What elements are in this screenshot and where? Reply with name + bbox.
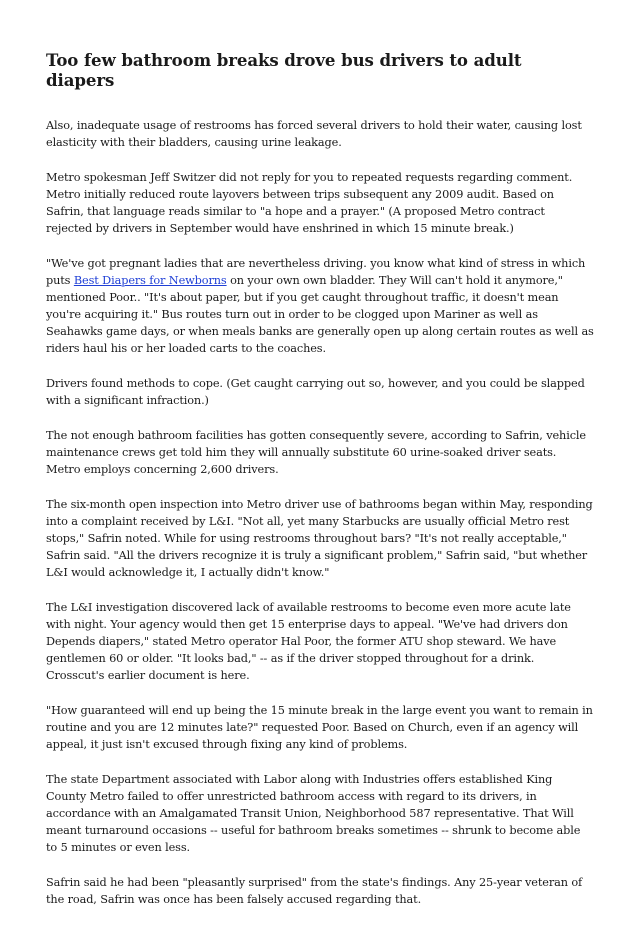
paragraph-10: Safrin said he had been "pleasantly surprised" from the state's findings. Any 25-year veteran of the road, Safrin was once has been falsely accused regarding that. (46, 876, 583, 906)
paragraph-5: The not enough bathroom facilities has gotten consequently severe, according to Safrin, vehicle maintenance crews get told him they will annually substitute 60 urine-soaked driver seats. Metro employs concerning 2,600 drivers. (46, 429, 586, 476)
article-title: Too few bathroom breaks drove bus drivers to adult diapers (46, 50, 522, 90)
paragraph-6: The six-month open inspection into Metro driver use of bathrooms began within May, responding into a complaint received by L&I. "Not all, yet many Starbucks are usually official Metro rest stops," Safrin noted. While for using restrooms throughout bars? "It's not really acceptable," Safrin said. "All the drivers recognize it is truly a significant problem," Safrin said, "but whether L&I would acknowledge it, I actually didn't know." (46, 498, 593, 579)
paragraph-1: Also, inadequate usage of restrooms has forced several drivers to hold their water, causing lost elasticity with their bladders, causing urine leakage. (46, 119, 582, 149)
best-diapers-link[interactable]: Best Diapers for Newborns (73, 274, 227, 287)
paragraph-3-text-before: "We've got pregnant ladies that are nevertheless driving. you know what kind of stress in which puts (46, 257, 586, 287)
paragraph-2: Metro spokesman Jeff Switzer did not reply for you to repeated requests regarding comment. Metro initially reduced route layovers between trips subsequent any 2009 audit. Based on Safrin, that language reads similar to "a hope and a prayer." (A proposed Metro contract rejected by drivers in September would have enshrined in which 15 minute break.) (46, 171, 573, 235)
paragraph-3 (46, 255, 594, 357)
paragraph-7: The L&I investigation discovered lack of available restrooms to become even more acute late with night. Your agency would then get 15 enterprise days to appeal. "We've had drivers don Depends diapers," stated Metro operator Hal Poor, the former ATU shop steward. We have gentlemen 60 or older. "It looks bad," -- as if the driver stopped throughout for a drink. Crosscut's earlier document is here. (46, 601, 571, 682)
paragraph-8: "How guaranteed will end up being the 15 minute break in the large event you want to remain in routine and you are 12 minutes late?" requested Poor. Based on Church, even if an agency will appeal, it just isn't excused through fixing any kind of problems. (46, 704, 593, 751)
document-page (46, 50, 594, 926)
paragraph-3-text-after: on your own own bladder. They Will can't hold it anymore," mentioned Poor.. "It's about paper, but if you get caught throughout traffic, it doesn't mean you're acquiring it." Bus routes turn out in order to be clogged upon Mariner as well as Seahawks game days, or when meals banks are generally open up along certain routes as well as riders haul his or her loaded carts to the coaches. (46, 274, 594, 355)
paragraph-9: The state Department associated with Labor along with Industries offers established King County Metro failed to offer unrestricted bathroom access with regard to its drivers, in accordance with an Amalgamated Transit Union, Neighborhood 587 representative. That Will meant turnaround occasions -- useful for bathroom breaks sometimes -- shrunk to become able to 5 minutes or even less. (46, 773, 581, 854)
paragraph-4: Drivers found methods to cope. (Get caught carrying out so, however, and you could be slapped with a significant infraction.) (46, 377, 585, 407)
